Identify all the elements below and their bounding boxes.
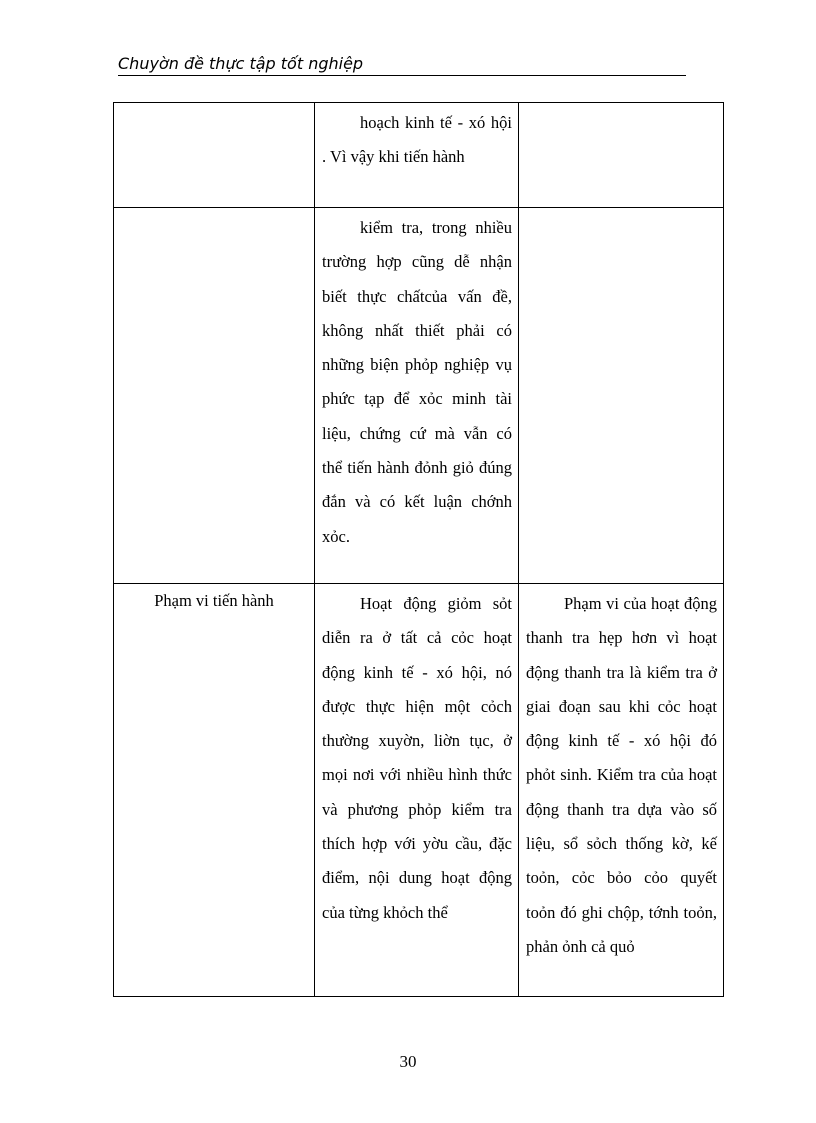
table-cell-criterion xyxy=(114,208,315,584)
table-cell-supervision xyxy=(315,584,519,997)
table-cell-inspection xyxy=(519,208,724,584)
table-row xyxy=(114,584,724,997)
table-cell-supervision xyxy=(315,208,519,584)
cell-text: Hoạt động giỏm sỏt diễn ra ở tất cả cỏc hoạt động kinh tế - xó hội, nó được thực hiện một cỏch thường xuyờn, liờn tục, ở mọi nơi với nhiều hình thức và phương phỏp kiểm tra thích hợp với yờu cầu, đặc điểm, nội dung hoạt động của từng khỏch thể xyxy=(322,594,512,922)
cell-text: hoạch kinh tế - xó hội . Vì vậy khi tiến hành xyxy=(322,113,512,167)
table-cell-criterion xyxy=(114,103,315,208)
table-cell-criterion xyxy=(114,584,315,997)
table-cell-inspection xyxy=(519,103,724,208)
cell-text: kiểm tra, trong nhiều trường hợp cũng dễ nhận biết thực chấtcủa vấn đề, không nhất thiết phải có những biện phỏp nghiệp vụ phức tạp để xỏc minh tài liệu, chứng cứ mà vẫn có thể tiến hành đỏnh giỏ đúng đắn và có kết luận chớnh xỏc. xyxy=(322,218,512,546)
page-number: 30 xyxy=(399,1052,417,1071)
table-cell-inspection xyxy=(519,584,724,997)
table-row xyxy=(114,208,724,584)
criterion-label: Phạm vi tiến hành xyxy=(154,591,274,610)
table-cell-supervision xyxy=(315,103,519,208)
header-title: Chuyờn đề thực tập tốt nghiệp xyxy=(118,54,364,73)
comparison-table xyxy=(113,102,724,997)
page-header xyxy=(118,53,686,76)
table-row xyxy=(114,103,724,208)
cell-text: Phạm vi của hoạt động thanh tra hẹp hơn vì hoạt động thanh tra là kiểm tra ở giai đoạn sau khi cỏc hoạt động kinh tế - xó hội đó phỏt sinh. Kiểm tra của hoạt động thanh tra dựa vào số liệu, sổ sỏch thống kờ, kế toỏn, cỏc bỏo cỏo quyết toỏn đó ghi chộp, tớnh toỏn, phản ỏnh cả quỏ xyxy=(526,594,717,956)
